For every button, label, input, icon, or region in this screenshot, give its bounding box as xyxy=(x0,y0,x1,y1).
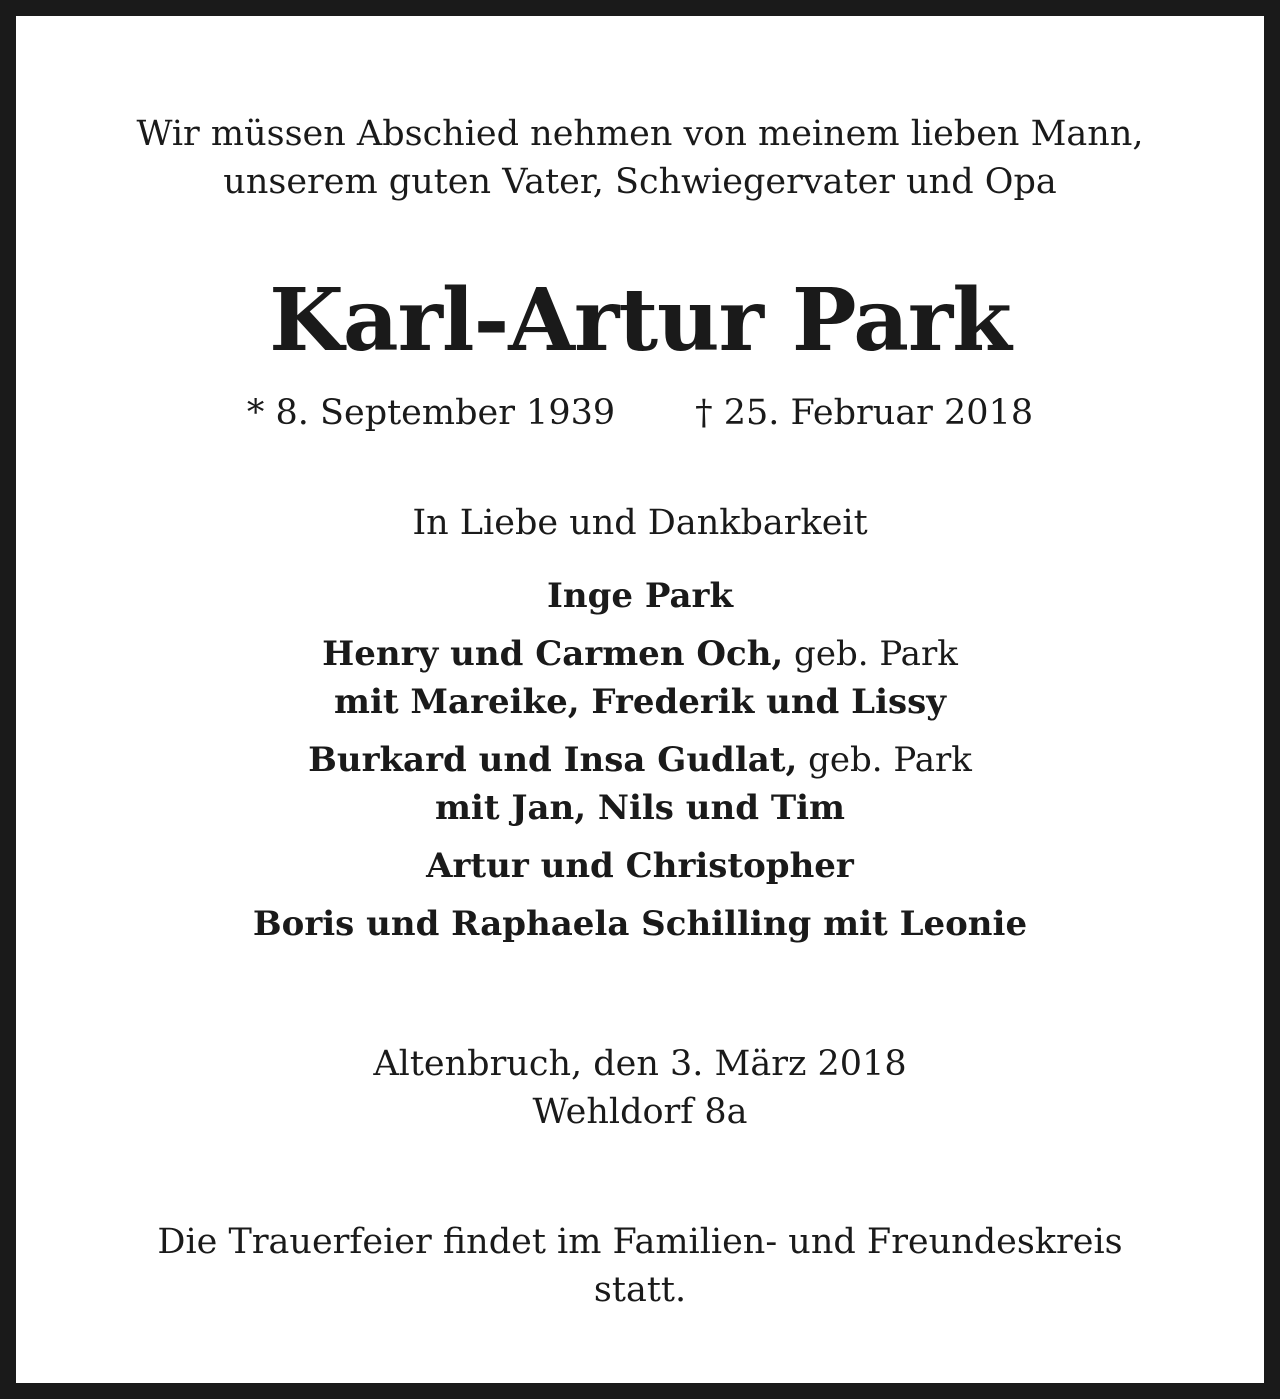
intro-text xyxy=(32,110,1248,206)
family-children: mit Mareike, Frederik und Lissy xyxy=(333,682,947,722)
ceremony-note xyxy=(32,1218,1248,1314)
family-name: Burkard und Insa Gudlat, xyxy=(308,740,798,780)
family-note: geb. Park xyxy=(797,740,972,780)
ceremony-line-1: Die Trauerfeier findet im Familien- und Freundeskreis xyxy=(157,1222,1123,1262)
family-note: geb. Park xyxy=(783,634,958,674)
life-dates xyxy=(32,390,1248,436)
family-group xyxy=(32,630,1248,726)
family-group xyxy=(32,736,1248,832)
intro-line-2: unserem guten Vater, Schwiegervater und Opa xyxy=(223,162,1057,202)
family-name: Inge Park xyxy=(546,576,734,616)
family-list xyxy=(32,572,1248,958)
death-date: † 25. Februar 2018 xyxy=(695,393,1034,433)
family-name: Boris und Raphaela Schilling mit Leonie xyxy=(252,904,1028,944)
place-and-date xyxy=(32,1040,1248,1136)
family-children: mit Jan, Nils und Tim xyxy=(434,788,846,828)
family-group xyxy=(32,900,1248,948)
thanks-line: In Liebe und Dankbarkeit xyxy=(412,503,868,543)
deceased-name: Karl-Artur Park xyxy=(269,270,1011,371)
ceremony-line-2: statt. xyxy=(593,1270,687,1310)
family-group xyxy=(32,572,1248,620)
place-date-line: Altenbruch, den 3. März 2018 xyxy=(373,1044,907,1084)
intro-line-1: Wir müssen Abschied nehmen von meinem lieben Mann, xyxy=(136,114,1144,154)
family-group xyxy=(32,842,1248,890)
address-line: Wehldorf 8a xyxy=(532,1092,748,1132)
family-name: Henry und Carmen Och, xyxy=(322,634,784,674)
family-name: Artur und Christopher xyxy=(426,846,854,886)
birth-date: * 8. September 1939 xyxy=(246,393,616,433)
